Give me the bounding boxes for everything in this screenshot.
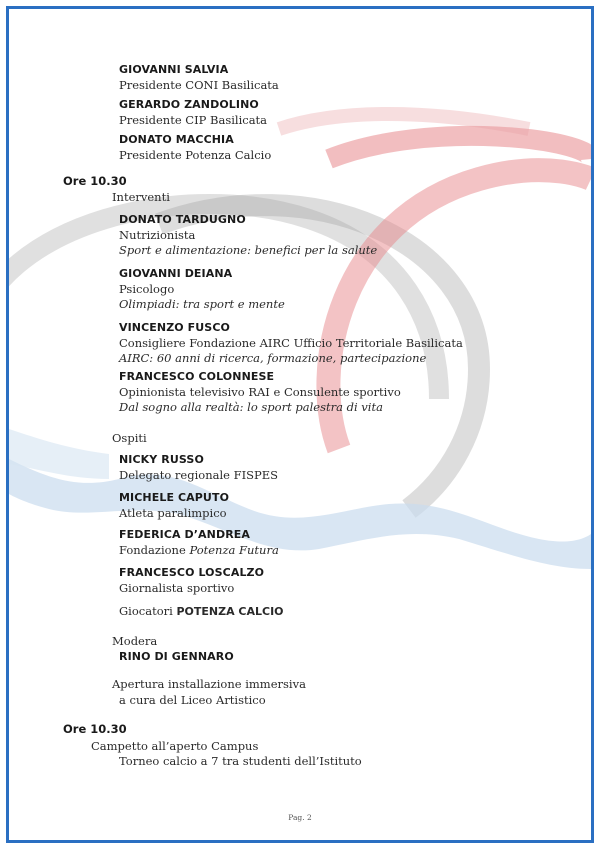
players-line: [119, 604, 284, 618]
talk-speaker-name: FRANCESCO COLONNESE: [119, 370, 275, 383]
speaker-role: Presidente CIP Basilicata: [119, 113, 268, 127]
guest-name: NICKY RUSSO: [119, 453, 204, 466]
document-page: [6, 6, 594, 843]
players-team: POTENZA CALCIO: [176, 605, 284, 618]
talk-topic: Olimpiadi: tra sport e mente: [119, 297, 285, 311]
section-heading: Interventi: [112, 190, 170, 204]
guest-name: FRANCESCO LOSCALZO: [119, 566, 265, 579]
talk-topic: Sport e alimentazione: benefici per la salute: [119, 243, 378, 257]
speaker-name: GERARDO ZANDOLINO: [119, 98, 259, 111]
moderator-name: RINO DI GENNARO: [119, 650, 234, 663]
guest-role-italic: Potenza Futura: [189, 543, 279, 557]
event-place: Campetto all’aperto Campus: [91, 739, 259, 753]
speaker-role: Presidente CONI Basilicata: [119, 78, 279, 92]
schedule-time: Ore 10.30: [63, 722, 127, 736]
guest-name: FEDERICA D’ANDREA: [119, 528, 251, 541]
talk-speaker-role: Psicologo: [119, 282, 175, 296]
event-description: Torneo calcio a 7 tra studenti dell’Istituto: [119, 754, 362, 768]
section-heading: Ospiti: [112, 431, 147, 445]
guest-role: Atleta paralimpico: [119, 506, 227, 520]
guest-role: Delegato regionale FISPES: [119, 468, 279, 482]
talk-speaker-name: VINCENZO FUSCO: [119, 321, 230, 334]
speaker-name: GIOVANNI SALVIA: [119, 63, 229, 76]
page-number: Pag. 2: [288, 813, 312, 822]
talk-speaker-role: Nutrizionista: [119, 228, 196, 242]
guest-role-prefix: Fondazione: [119, 543, 190, 557]
schedule-time: Ore 10.30: [63, 174, 127, 188]
moderator-label: Modera: [112, 634, 158, 648]
talk-speaker-name: DONATO TARDUGNO: [119, 213, 246, 226]
talk-speaker-role: Opinionista televisivo RAI e Consulente sportivo: [119, 385, 401, 399]
talk-topic: AIRC: 60 anni di ricerca, formazione, partecipazione: [119, 351, 427, 365]
talk-topic: Dal sogno alla realtà: lo sport palestra di vita: [119, 400, 383, 414]
guest-name: MICHELE CAPUTO: [119, 491, 230, 504]
speaker-role: Presidente Potenza Calcio: [119, 148, 272, 162]
guest-role: Giornalista sportivo: [119, 581, 235, 595]
talk-speaker-name: GIOVANNI DEIANA: [119, 267, 233, 280]
speaker-name: DONATO MACCHIA: [119, 133, 234, 146]
installation-title: Apertura installazione immersiva: [112, 677, 306, 691]
players-prefix: Giocatori: [119, 604, 177, 618]
guest-role: [119, 543, 279, 557]
talk-speaker-role: Consigliere Fondazione AIRC Ufficio Territoriale Basilicata: [119, 336, 463, 350]
installation-credit: a cura del Liceo Artistico: [119, 693, 266, 707]
